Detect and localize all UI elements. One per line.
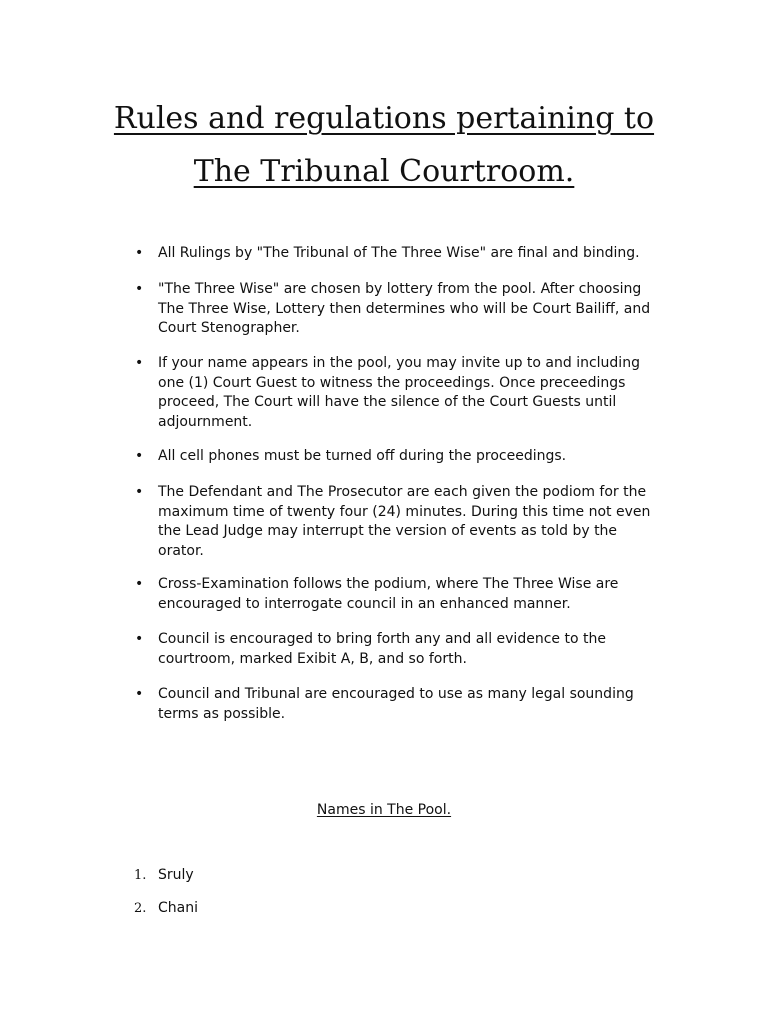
pool-name: Chani	[158, 900, 198, 916]
pool-heading: Names in The Pool.	[316, 802, 452, 818]
pool-name: Sruly	[158, 867, 194, 883]
rule-item: • All Rulings by "The Tribunal of The Three Wise" are final and binding.	[158, 244, 658, 264]
rule-item: • All cell phones must be turned off during the proceedings.	[158, 447, 658, 467]
rule-item: • If your name appears in the pool, you may invite up to and including one (1) Court Guest to witness the proceedings. Once preceedings proceed, The Court will have the silence of the Court Guests until adjournment.	[158, 354, 658, 432]
rule-item: • Cross-Examination follows the podium, where The Three Wise are encouraged to interrogate council in an enhanced manner.	[158, 575, 658, 614]
rule-item: • Council is encouraged to bring forth any and all evidence to the courtroom, marked Exibit A, B, and so forth.	[158, 630, 658, 669]
document-title-line-2: The Tribunal Courtroom.	[193, 154, 575, 189]
rule-item: • The Defendant and The Prosecutor are each given the podiom for the maximum time of twenty four (24) minutes. During this time not even the Lead Judge may interrupt the version of events as told by the orator.	[158, 483, 658, 561]
document-title-line-1: Rules and regulations pertaining to	[113, 101, 655, 136]
pool-name-item	[134, 866, 194, 885]
list-number: 2.	[134, 901, 147, 916]
pool-name-item	[134, 899, 198, 918]
rule-item: • Council and Tribunal are encouraged to use as many legal sounding terms as possible.	[158, 685, 658, 724]
rule-item: • "The Three Wise" are chosen by lottery from the pool. After choosing The Three Wise, Lottery then determines who will be Court Bailiff, and Court Stenographer.	[158, 280, 658, 339]
list-number: 1.	[134, 868, 147, 883]
